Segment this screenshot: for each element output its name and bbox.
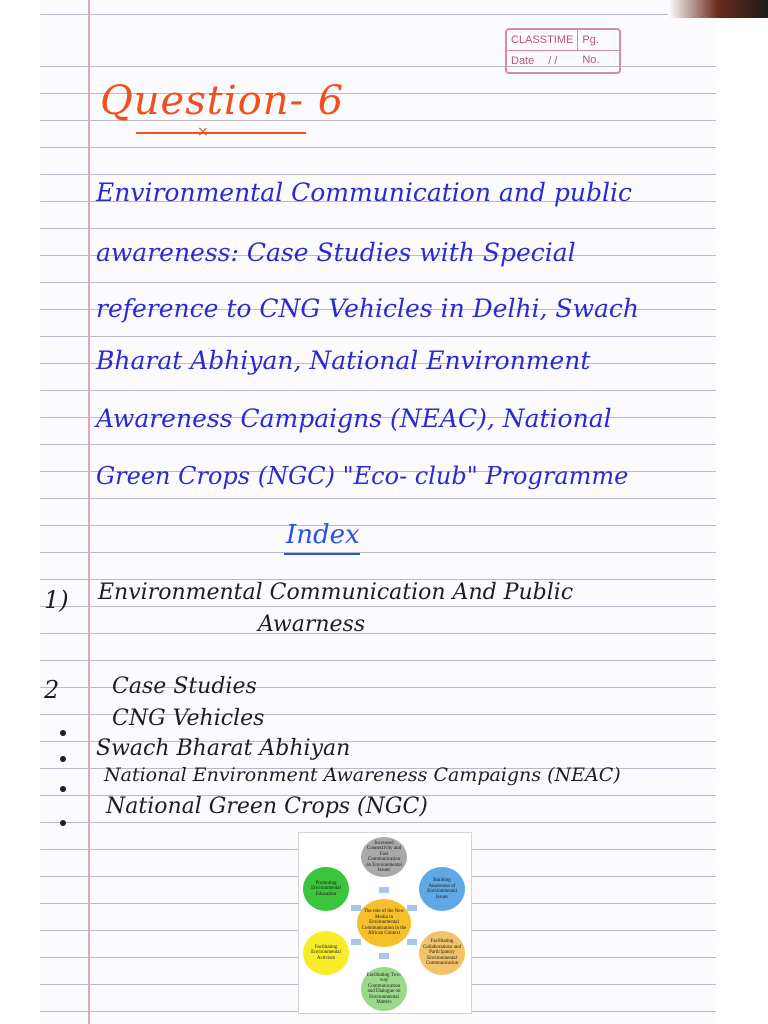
page-right-edge	[716, 0, 768, 1024]
index-item-2-text: Case Studies	[112, 674, 257, 699]
subitem-ngc: National Green Crops (NGC)	[106, 794, 428, 819]
margin-line	[88, 0, 90, 1024]
diagram-node-bottom: Facilitating Two-way Communication and Dialogue on Environmental Matters	[361, 967, 407, 1011]
arrow-icon	[379, 953, 389, 959]
index-heading: Index	[286, 520, 360, 550]
arrow-icon	[407, 939, 417, 945]
bullet-dot	[60, 730, 66, 736]
bullet-dot	[60, 756, 66, 762]
underline-mark: ×	[197, 124, 209, 140]
diagram-node-left-bottom: Facilitating Environmental Activism	[303, 931, 349, 975]
subitem-swach: Swach Bharat Abhiyan	[96, 736, 351, 761]
classtime-header-box	[505, 28, 621, 74]
date-label: Date	[511, 55, 535, 67]
arrow-icon	[351, 905, 361, 911]
bullet-dot	[60, 786, 66, 792]
subitem-cng: CNG Vehicles	[112, 706, 265, 731]
arrow-icon	[379, 887, 389, 893]
question-line-5: Awareness Campaigns (NEAC), National	[96, 404, 612, 433]
question-line-2: awareness: Case Studies with Special	[96, 238, 576, 267]
subitem-neac: National Environment Awareness Campaigns (NEAC)	[104, 764, 621, 786]
index-item-1-number: 1)	[44, 586, 69, 614]
date-value: / /	[548, 55, 558, 67]
question-line-4: Bharat Abhiyan, National Environment	[96, 346, 591, 375]
index-item-2-number: 2	[44, 676, 60, 704]
new-media-diagram	[298, 832, 472, 1014]
index-underline	[284, 553, 360, 555]
diagram-node-right-top: Building Awareness of Environmental Issues	[419, 867, 465, 911]
page-number-label: Pg. No.	[577, 30, 619, 50]
diagram-node-right-bottom: Facilitating Collaborations and Participatory Environmental Communication	[419, 931, 465, 975]
diagram-node-left-top: Promoting Environmental Education	[303, 867, 349, 911]
index-item-1-line-1: Environmental Communication And Public	[98, 580, 574, 605]
question-line-1: Environmental Communication and public	[96, 178, 632, 207]
question-line-6: Green Crops (NGC) "Eco- club" Programme	[96, 462, 629, 490]
background-corner	[668, 0, 768, 18]
arrow-icon	[351, 939, 361, 945]
question-line-3: reference to CNG Vehicles in Delhi, Swach	[96, 294, 639, 323]
bullet-dot	[60, 820, 66, 826]
index-item-1-line-2: Awarness	[258, 612, 366, 637]
brand-label: CLASSTIME	[511, 34, 574, 46]
page-title: Question- 6	[100, 78, 345, 124]
diagram-center-node: The role of the New Media in Environmental Communication in the African Context	[357, 899, 411, 947]
diagram-node-top: Increased Connectivity and Fast Communication on Environmental Issues	[361, 837, 407, 877]
arrow-icon	[407, 905, 417, 911]
title-underline	[136, 132, 306, 134]
